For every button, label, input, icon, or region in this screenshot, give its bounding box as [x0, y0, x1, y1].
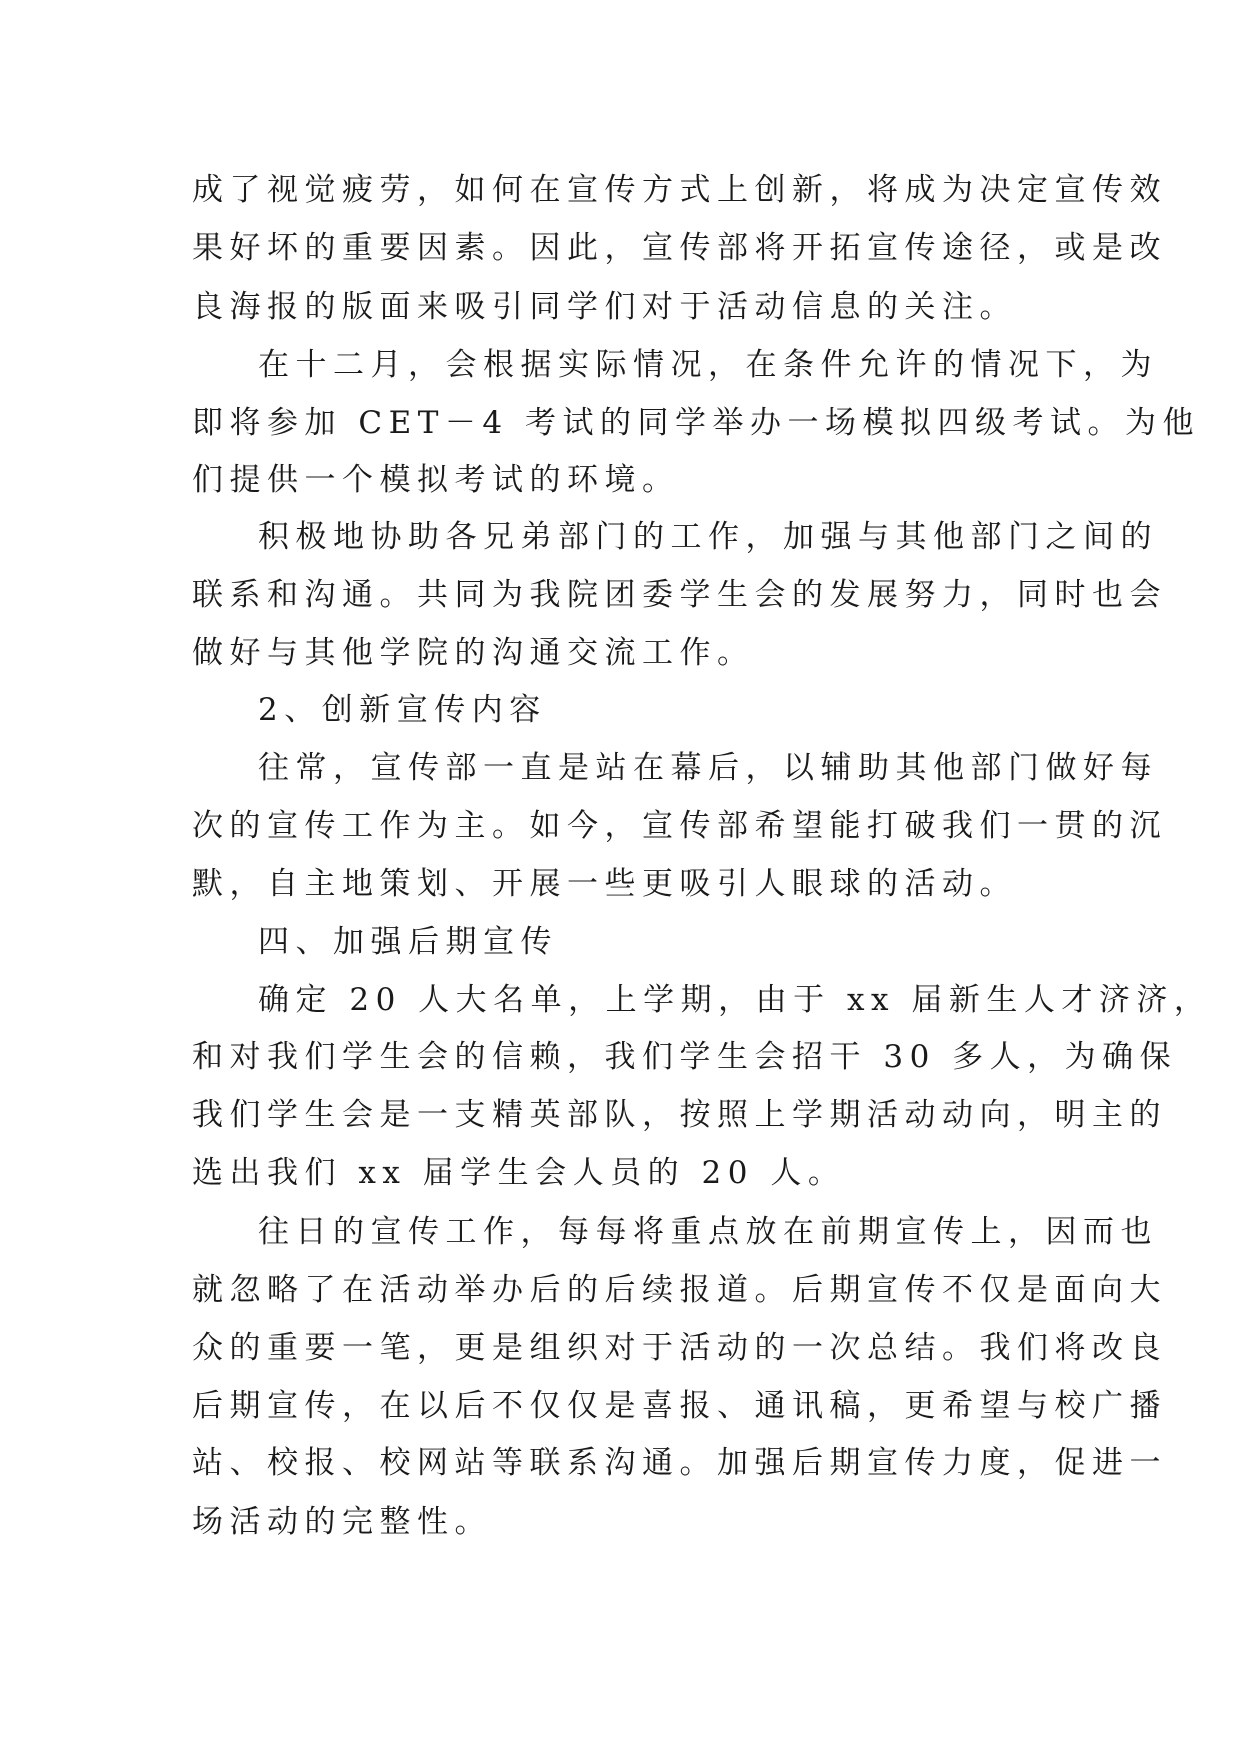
text-line: 往常，宣传部一直是站在幕后，以辅助其他部门做好每	[258, 750, 1158, 786]
section-heading: 四、加强后期宣传	[258, 924, 558, 960]
text-line: 后期宣传，在以后不仅仅是喜报、通讯稿，更希望与校广播	[192, 1388, 1167, 1424]
text-line: 就忽略了在活动举办后的后续报道。后期宣传不仅是面向大	[192, 1272, 1167, 1308]
section-heading: 2、创新宣传内容	[258, 692, 547, 728]
text-line: 选出我们 xx 届学生会人员的 20 人。	[192, 1155, 846, 1191]
text-line: 成了视觉疲劳，如何在宣传方式上创新，将成为决定宣传效	[192, 172, 1167, 208]
text-line: 众的重要一笔，更是组织对于活动的一次总结。我们将改良	[192, 1330, 1167, 1366]
text-line: 场活动的完整性。	[192, 1504, 492, 1540]
text-line: 往日的宣传工作，每每将重点放在前期宣传上，因而也	[258, 1214, 1158, 1250]
text-line: 果好坏的重要因素。因此，宣传部将开拓宣传途径，或是改	[192, 230, 1167, 266]
text-line: 确定 20 人大名单，上学期，由于 xx 届新生人才济济，	[258, 982, 1212, 1018]
text-line: 默，自主地策划、开展一些更吸引人眼球的活动。	[192, 866, 1017, 902]
text-line: 积极地协助各兄弟部门的工作，加强与其他部门之间的	[258, 519, 1158, 555]
text-line: 们提供一个模拟考试的环境。	[192, 462, 680, 498]
text-line: 次的宣传工作为主。如今，宣传部希望能打破我们一贯的沉	[192, 808, 1167, 844]
text-line: 在十二月，会根据实际情况，在条件允许的情况下，为	[258, 347, 1158, 383]
text-line: 和对我们学生会的信赖，我们学生会招干 30 多人，为确保	[192, 1039, 1178, 1075]
text-line: 即将参加 CET－4 考试的同学举办一场模拟四级考试。为他	[192, 405, 1200, 441]
text-line: 我们学生会是一支精英部队，按照上学期活动动向，明主的	[192, 1097, 1167, 1133]
text-line: 做好与其他学院的沟通交流工作。	[192, 635, 755, 671]
text-line: 站、校报、校网站等联系沟通。加强后期宣传力度，促进一	[192, 1445, 1167, 1481]
text-line: 联系和沟通。共同为我院团委学生会的发展努力，同时也会	[192, 577, 1167, 613]
text-line: 良海报的版面来吸引同学们对于活动信息的关注。	[192, 289, 1017, 325]
